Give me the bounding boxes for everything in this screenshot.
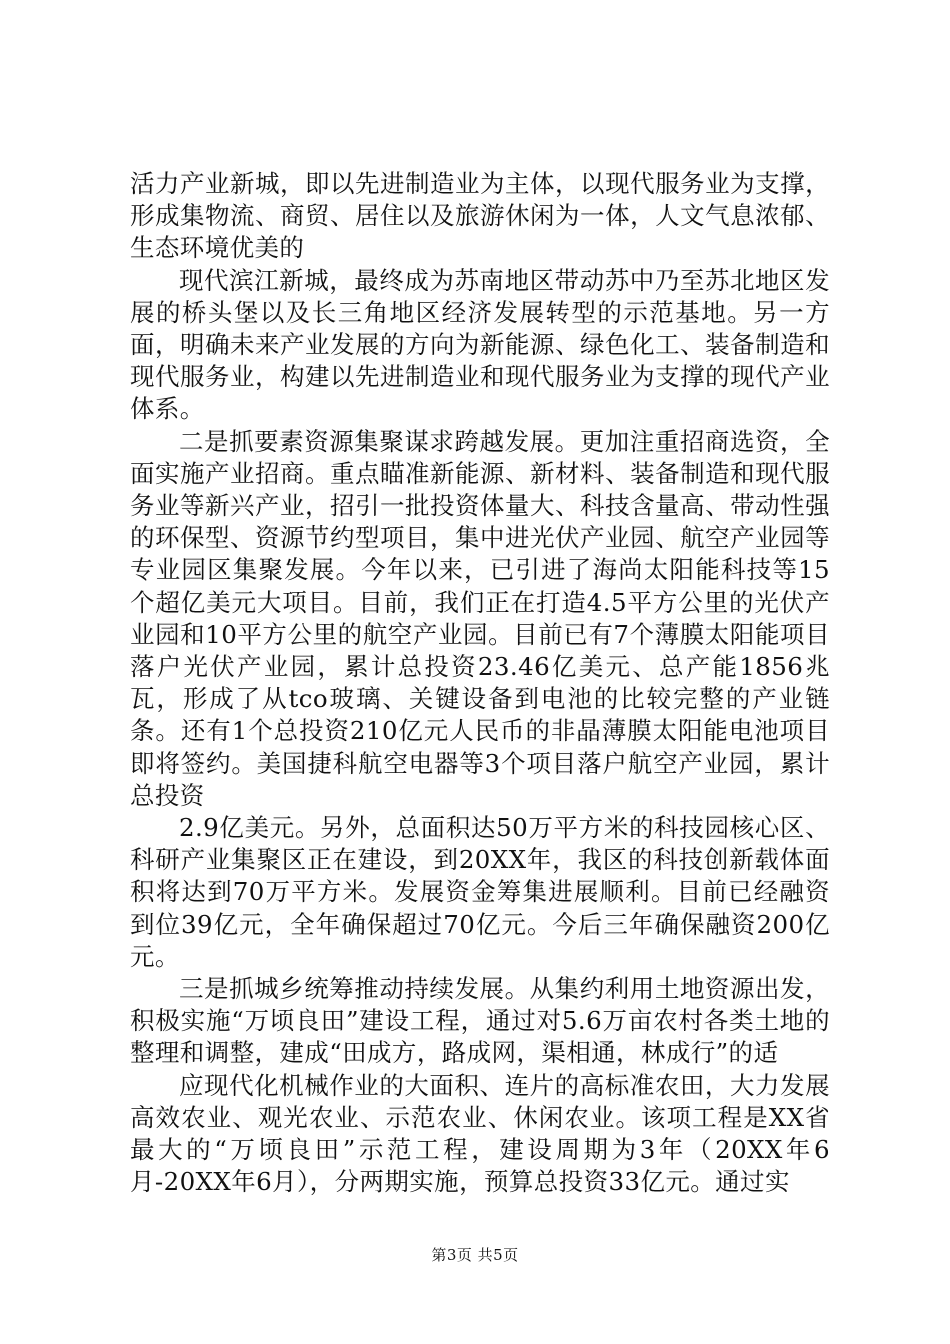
paragraph-1: 活力产业新城，即以先进制造业为主体，以现代服务业为支撑，形成集物流、商贸、居住以及旅游休闲为一体，人文气息浓郁、生态环境优美的 — [130, 169, 830, 263]
paragraph-6: 应现代化机械作业的大面积、连片的高标准农田，大力发展高效农业、观光农业、示范农业、休闲农业。该项工程是XX省最大的“万顷良田”示范工程，建设周期为3年（20XX年6月-20XX年6月），分两期实施，预算总投资33亿元。通过实 — [130, 1070, 830, 1197]
paragraph-3: 二是抓要素资源集聚谋求跨越发展。更加注重招商选资，全面实施产业招商。重点瞄准新能源、新材料、装备制造和现代服务业等新兴产业，招引一批投资体量大、科技含量高、带动性强的环保型、资源节约型项目，集中进光伏产业园、航空产业园等专业园区集聚发展。今年以来，已引进了海尚太阳能科技等15个超亿美元大项目。目前，我们正在打造4.5平方公里的光伏产业园和10平方公里的航空产业园。目前已有7个薄膜太阳能项目落户光伏产业园，累计总投资23.46亿美元、总产能1856兆瓦，形成了从tco玻璃、关键设备到电池的比较完整的产业链条。还有1个总投资210亿元人民币的非晶薄膜太阳能电池项目即将签约。美国捷科航空电器等3个项目落户航空产业园，累计总投资 — [130, 426, 830, 810]
page-footer: 第3页 共5页 — [431, 1246, 519, 1264]
paragraph-5: 三是抓城乡统筹推动持续发展。从集约利用土地资源出发，积极实施“万顷良田”建设工程，通过对5.6万亩农村各类土地的整理和调整，建成“田成方，路成网，渠相通，林成行”的适 — [130, 974, 830, 1068]
paragraph-4: 2.9亿美元。另外，总面积达50万平方米的科技园核心区、科研产业集聚区正在建设，到20XX年，我区的科技创新载体面积将达到70万平方米。发展资金筹集进展顺利。目前已经融资到位39亿元，全年确保超过70亿元。今后三年确保融资200亿元。 — [130, 813, 830, 971]
paragraph-2: 现代滨江新城，最终成为苏南地区带动苏中乃至苏北地区发展的桥头堡以及长三角地区经济发展转型的示范基地。另一方面，明确未来产业发展的方向为新能源、绿色化工、装备制造和现代服务业，构建以先进制造业和现代服务业为支撑的现代产业体系。 — [130, 265, 830, 424]
body-text — [130, 168, 830, 1199]
